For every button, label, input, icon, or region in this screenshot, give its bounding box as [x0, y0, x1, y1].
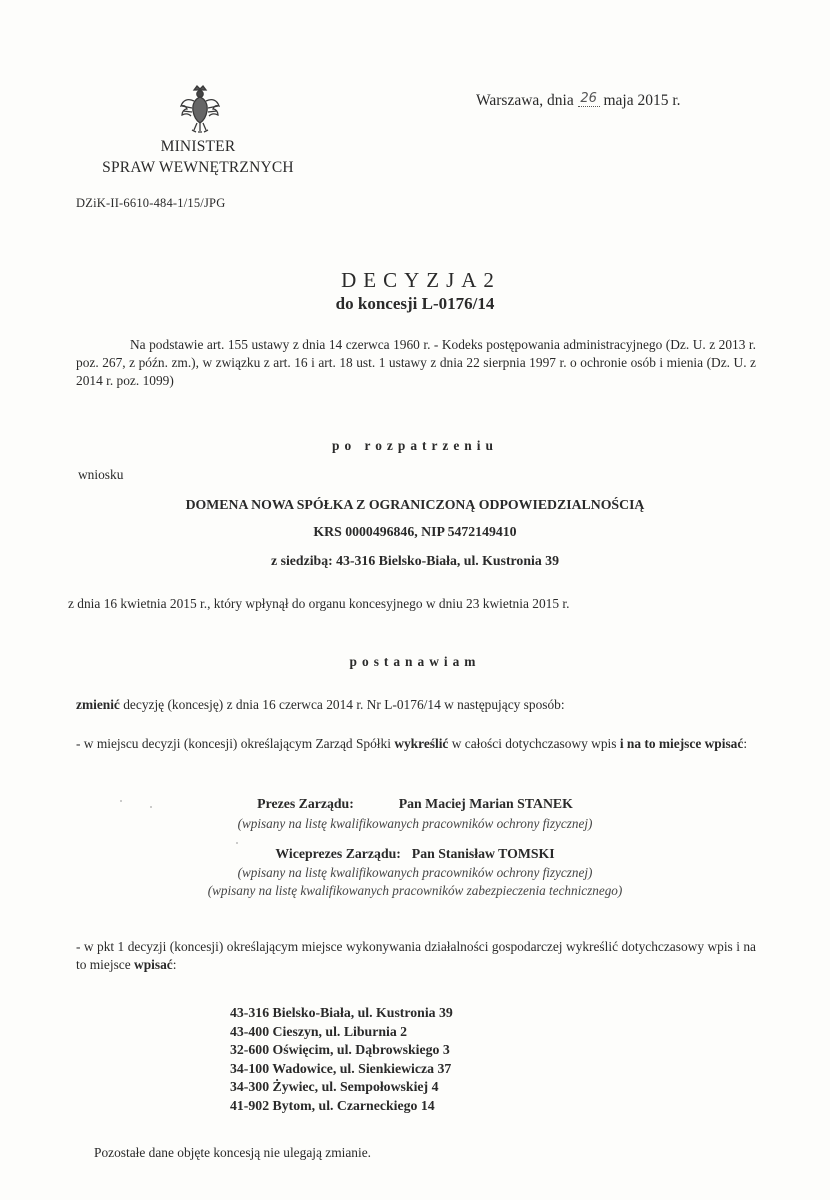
- legal-basis-paragraph: Na podstawie art. 155 ustawy z dnia 14 czerwca 1960 r. - Kodeks postępowania administracyjnego (Dz. U. z 2013 r. poz. 267, z późn. zm.), w związku z art. 16 i art. 18 ust. 1 ustawy z dnia 22 sierpnia 1997 r. o ochronie osób i mienia (Dz. U. z 2014 r. poz. 1099): [76, 337, 756, 388]
- resolution-heading: postanawiam: [349, 654, 481, 669]
- location-item: 43-316 Bielsko-Biała, ul. Kustronia 39: [230, 1005, 453, 1020]
- location-item: 34-300 Żywiec, ul. Sempołowskiej 4: [230, 1079, 439, 1094]
- closing-statement: Pozostałe dane objęte koncesją nie ulegają zmianie.: [94, 1145, 371, 1160]
- after-review-heading: po rozpatrzeniu: [332, 438, 498, 453]
- case-reference: DZiK-II-6610-484-1/15/JPG: [76, 196, 226, 210]
- place-suffix: maja 2015 r.: [603, 92, 681, 109]
- point-2-text-a: - w pkt 1 decyzji (koncesji) określającym miejsce wykonywania działalności gospodarczej wykreślić dotychczasowy wpis i na to miejsce: [76, 939, 756, 972]
- vice-president-name: Pan Stanisław TOMSKI: [411, 846, 555, 861]
- location-item: 43-400 Cieszyn, ul. Liburnia 2: [230, 1023, 408, 1039]
- location-item: 34-100 Wadowice, ul. Sienkiewicza 37: [230, 1060, 452, 1076]
- company-seat: z siedzibą: 43-316 Bielsko-Biała, ul. Kustronia 39: [271, 553, 559, 568]
- ministry-line-2: SPRAW WEWNĘTRZNYCH: [102, 159, 294, 176]
- scan-speck: [120, 800, 122, 802]
- point-1-text-a: - w miejscu decyzji (koncesji) określającym Zarząd Spółki: [76, 736, 391, 751]
- president-qualification-note: (wpisany na listę kwalifikowanych pracowników ochrony fizycznej): [237, 816, 593, 831]
- place-prefix: Warszawa, dnia: [476, 92, 574, 109]
- vice-president-line: [0, 846, 830, 862]
- location-item: 41-902 Bytom, ul. Czarneckiego 14: [230, 1097, 435, 1113]
- president-name: Pan Maciej Marian STANEK: [398, 796, 573, 811]
- change-verb: zmienić: [76, 697, 120, 712]
- point-2-paragraph: [76, 938, 756, 974]
- issuing-authority: [78, 136, 318, 178]
- point-1-text-c: :: [743, 736, 748, 751]
- application-label: wniosku: [78, 467, 124, 482]
- polish-eagle-emblem-icon: [178, 84, 222, 134]
- point-2-text-b: :: [172, 957, 177, 972]
- president-line: [0, 796, 830, 812]
- point-1-paragraph: [76, 735, 756, 753]
- document-title: DECYZJA2: [341, 268, 501, 292]
- document-subtitle: do koncesji L-0176/14: [335, 294, 495, 313]
- change-text: decyzję (koncesję) z dnia 16 czerwca 2014 r. Nr L-0176/14 w następujący sposób:: [123, 697, 565, 712]
- vice-president-qualification-note-1: (wpisany na listę kwalifikowanych pracowników ochrony fizycznej): [237, 865, 593, 880]
- president-role: Prezes Zarządu:: [257, 796, 354, 811]
- place-and-date: [476, 92, 681, 110]
- location-item: 32-600 Oświęcim, ul. Dąbrowskiego 3: [230, 1042, 450, 1057]
- point-2-insert-verb: wpisać: [134, 957, 173, 972]
- point-1-strike-verb: wykreślić: [394, 736, 449, 751]
- scan-speck: [236, 842, 238, 844]
- point-1-text-b: w całości dotychczasowy wpis: [451, 736, 617, 751]
- ministry-line-1: MINISTER: [160, 138, 236, 155]
- scan-speck: [150, 806, 152, 808]
- vice-president-role: Wiceprezes Zarządu:: [275, 846, 401, 861]
- vice-president-qualification-note-2: (wpisany na listę kwalifikowanych pracowników zabezpieczenia technicznego): [207, 883, 623, 898]
- company-registry: KRS 0000496846, NIP 5472149410: [313, 524, 517, 539]
- change-statement: [76, 697, 565, 713]
- company-name: DOMENA NOWA SPÓŁKA Z OGRANICZONĄ ODPOWIEDZIALNOŚCIĄ: [185, 497, 645, 512]
- point-1-insert-verb: i na to miejsce wpisać: [619, 736, 744, 751]
- date-day-handwritten: 26: [578, 91, 600, 107]
- application-date: z dnia 16 kwietnia 2015 r., który wpłynął do organu koncesyjnego w dniu 23 kwietnia 2015 r.: [68, 596, 570, 611]
- business-locations-list: [230, 1004, 453, 1115]
